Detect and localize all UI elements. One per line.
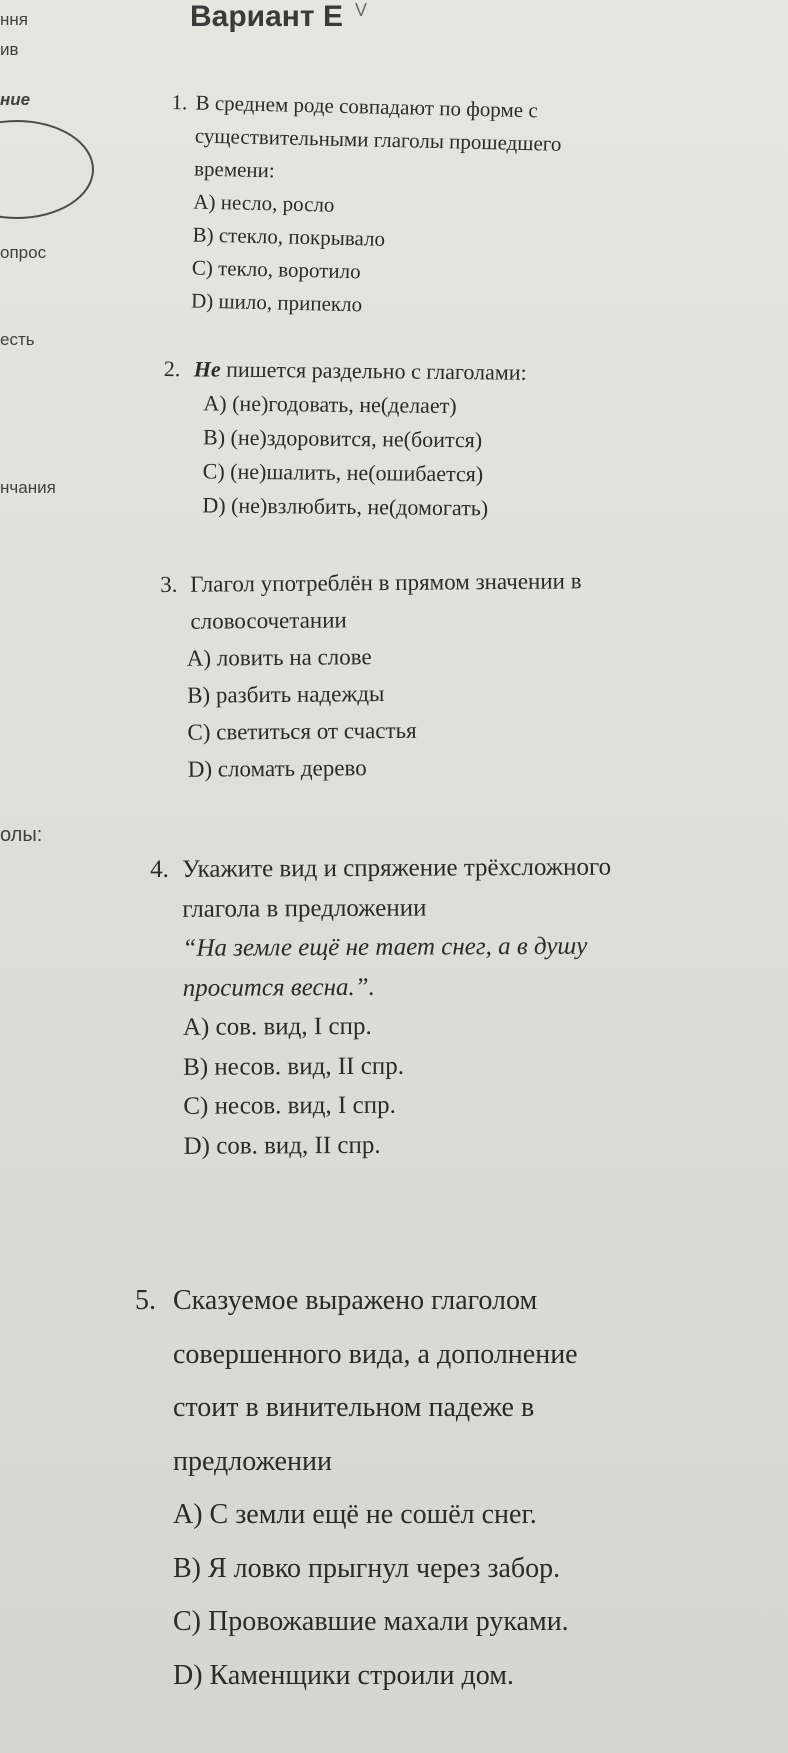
margin-fragment: опрос <box>0 243 47 262</box>
answer-option: D) Каменщики строили дом. <box>173 1659 514 1691</box>
margin-fragment: нчания <box>0 478 56 497</box>
question-text <box>192 352 527 525</box>
margin-fragment: ние <box>0 90 31 109</box>
answer-option: B) несов. вид, II спр. <box>183 1052 404 1081</box>
margin-fragment: ив <box>0 40 19 59</box>
question-line <box>194 352 527 389</box>
answer-option: C) светиться от счастья <box>187 717 417 745</box>
answer-option: D) (не)взлюбить, не(домогать) <box>202 492 489 521</box>
question-line: времени: <box>193 156 276 183</box>
margin-fragment: олы: <box>0 824 43 846</box>
question-number: 2. <box>163 355 181 382</box>
hand-drawn-oval <box>0 120 94 219</box>
answer-option: D) шило, припекло <box>190 288 363 317</box>
answer-option: D) сов. вид, II спр. <box>183 1131 381 1160</box>
question-line: В среднем роде совпадают по форме с <box>195 90 538 123</box>
answer-option: A) ловить на слове <box>186 644 372 671</box>
question-number: 4. <box>150 855 169 883</box>
question-line: словосочетании <box>190 607 347 634</box>
answer-option: A) (не)годовать, не(делает) <box>203 390 457 419</box>
answer-option: B) Я ловко прыгнул через забор. <box>173 1552 561 1584</box>
question-line-rest: пишется раздельно с глаголами: <box>220 356 527 385</box>
question-number: 5. <box>135 1285 156 1316</box>
check-mark: V <box>355 0 368 20</box>
margin-fragment: есть <box>0 330 35 349</box>
question-line: Укажите вид и спряжение трёхсложного <box>182 853 612 883</box>
quoted-sentence: просится весна.”. <box>182 973 375 1002</box>
question-line: стоит в винительном падеже в <box>173 1392 535 1423</box>
question-text <box>191 87 563 326</box>
question-text <box>182 848 613 1166</box>
question-line: Сказуемое выражено глаголом <box>173 1285 538 1316</box>
answer-option: C) текло, воротило <box>191 255 361 284</box>
question-line: Глагол употреблён в прямом значении в <box>190 568 582 597</box>
answer-option: C) Провожавшие махали руками. <box>173 1606 569 1637</box>
question-line: совершенного вида, а дополнение <box>173 1338 578 1370</box>
page-title: Вариант Е <box>190 0 343 33</box>
question-line: предложении <box>173 1445 332 1477</box>
question-line: существительными глаголы прошедшего <box>194 123 562 156</box>
quoted-sentence: “На земле ещё не тает снег, а в душу <box>182 932 588 962</box>
answer-option: D) сломать дерево <box>187 755 367 782</box>
answer-option: B) (не)здоровится, не(боится) <box>202 424 483 453</box>
answer-option: A) С земли ещё не сошёл снег. <box>173 1499 537 1530</box>
question-line: глагола в предложении <box>182 894 427 923</box>
margin-fragment: ння <box>0 10 28 29</box>
answer-option: C) (не)шалить, не(ошибается) <box>202 458 484 487</box>
question-number: 1. <box>171 89 188 115</box>
question-text <box>173 1274 578 1702</box>
question-number: 3. <box>160 571 178 597</box>
answer-option: C) несов. вид, I спр. <box>183 1091 396 1120</box>
answer-option: B) разбить надежды <box>187 681 385 708</box>
answer-option: A) сов. вид, I спр. <box>182 1012 372 1041</box>
answer-option: B) стекло, покрывало <box>192 222 386 251</box>
question-text <box>186 562 583 787</box>
answer-option: A) несло, росло <box>193 189 335 217</box>
emphasized-word: Не <box>193 356 221 382</box>
